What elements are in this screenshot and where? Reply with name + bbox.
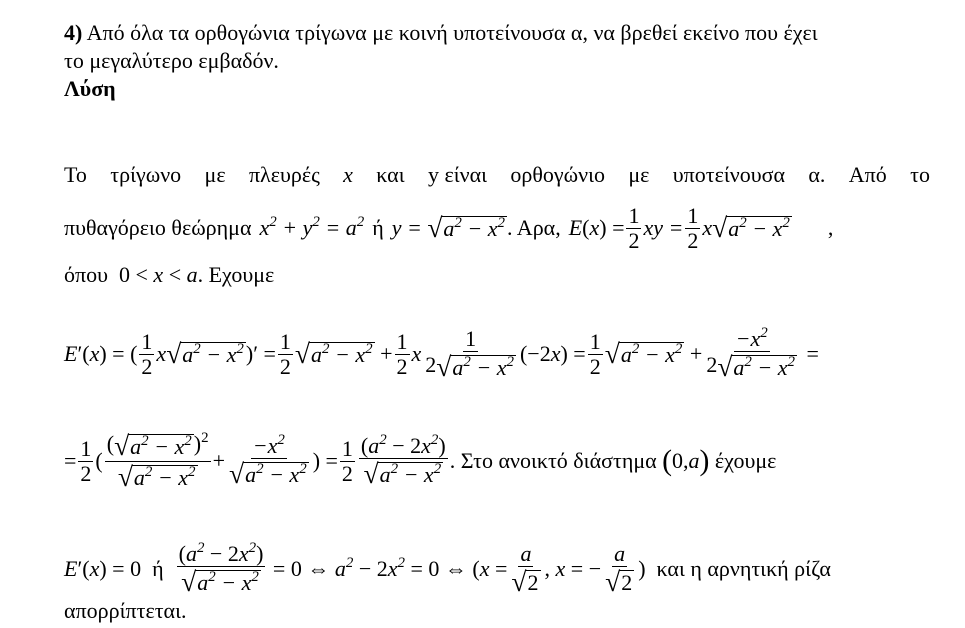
para1-line-1: Το τρίγωνο με πλευρές x και y είναι ορθογώνιο με υποτείνουσα α. Από το	[64, 162, 930, 187]
solution-heading: Λύση	[64, 76, 116, 101]
para1-line-3: όπου 0 < x < a. Εχουμε	[64, 262, 275, 287]
problem-text-1: Από όλα τα ορθογώνια τρίγωνα με κοινή υποτείνουσα α, να βρεθεί εκείνο που έχει	[86, 20, 818, 45]
derivative-line-1: E ′( x ) = ( $\frac{1}{2}$ x √ $a^2 - x^2$ )′ = $\frac{1}{2}$ √ $a^2 - x^2$ + $\frac{1}{2}$ x 1 2 √ $a^2 - x^2$ (−2 x ) = $\frac{1}{2}$ √ $a^2 - x^2$ + $-x^2$ 2 √ $a^2 - x^2$ =	[64, 324, 819, 382]
rejected-line: απορρίπτεται.	[64, 598, 187, 623]
sqrt-expr: √ $a^2 - x^2$	[427, 212, 506, 244]
critical-point-line: E ′( x ) = 0 ή $(a^2 - 2x^2)$ √ $a^2 - x^2$ = 0 ⇔ $a^2$ − 2 $x^2$ = 0 ⇔ ( x = a √ 2 , x = − a √ 2 ) και η αρνητική ρίζα	[64, 539, 831, 597]
problem-text-2: το μεγαλύτερο εμβαδόν.	[64, 48, 279, 73]
pythagoras-eq: $x^2 + y^2 = a^2$	[259, 214, 365, 240]
problem-line-1	[64, 20, 818, 46]
problem-number: 4)	[64, 20, 83, 45]
derivative-line-2: = $\frac{1}{2}$ ( ( √ $a^2 - x^2$ )$^2$ √ $a^2 - x^2$ + $-x^2$ √ $a^2 - x^2$ ) = $\frac{1}{2}$ $(a^2 - 2x^2)$ √ $a^2 - x^2$ . Στο ανοικτό διάστημα ( 0, a ) έχουμε	[64, 429, 777, 492]
problem-line-2	[64, 48, 279, 74]
para1-line-2: πυθαγόρειο θεώρημα $x^2 + y^2 = a^2$ ή y = √ $a^2 - x^2$ . Αρα, E ( x ) = $\frac{1}{2}$ xy = $\frac{1}{2}$ x √ $a^2 - x^2$ ,	[64, 202, 834, 253]
area-eq: E	[568, 215, 583, 240]
